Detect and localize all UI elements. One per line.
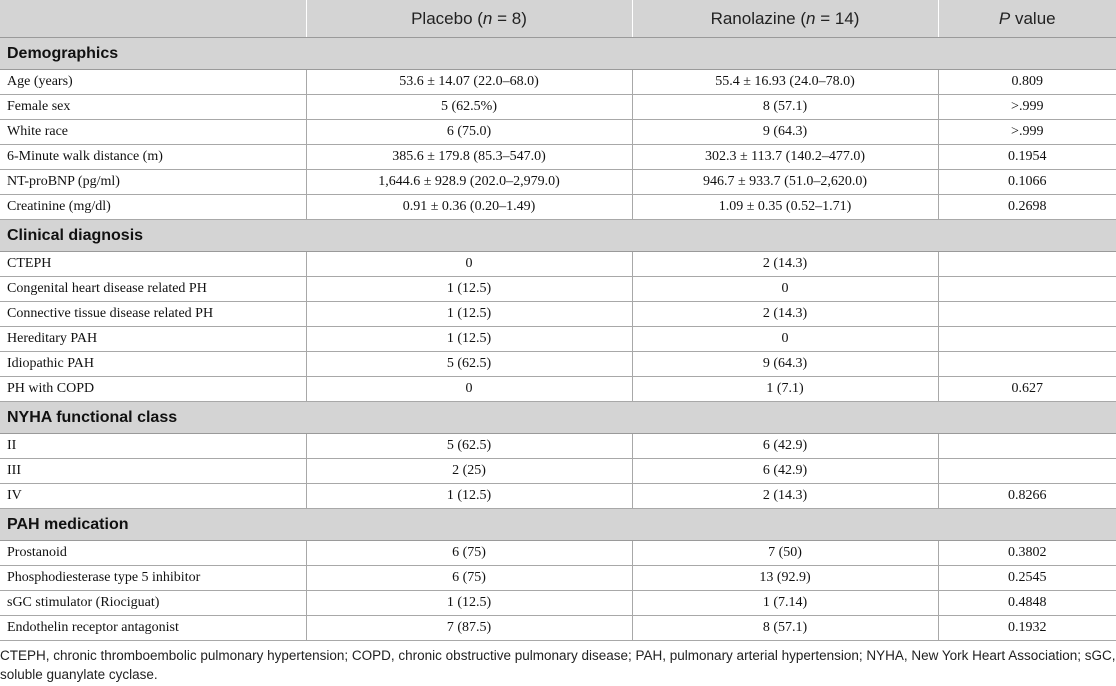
placebo-value-cell: 5 (62.5) (306, 352, 632, 377)
row-label-cell: II (0, 434, 306, 459)
placebo-value-cell: 1 (12.5) (306, 327, 632, 352)
p-value-cell (938, 302, 1116, 327)
header-variable (0, 0, 306, 38)
row-label-cell: PH with COPD (0, 377, 306, 402)
header-p-letter: P (998, 8, 1011, 28)
p-value-cell: 0.627 (938, 377, 1116, 402)
section-header-row (0, 509, 1116, 541)
placebo-value-cell: 2 (25) (306, 459, 632, 484)
header-ranolazine-n: n (806, 8, 816, 28)
table-footnote: CTEPH, chronic thromboembolic pulmonary hypertension; COPD, chronic obstructive pulmonary disease; PAH, pulmonary arterial hypertension; NYHA, New York Heart Association; sGC, soluble guanylate cyclase. (0, 648, 1116, 682)
p-value-cell: 0.1066 (938, 170, 1116, 195)
table-row (0, 120, 1116, 145)
row-label-cell: Prostanoid (0, 541, 306, 566)
section-header-row (0, 402, 1116, 434)
section-header-row (0, 220, 1116, 252)
table-body (0, 38, 1116, 641)
table-row (0, 377, 1116, 402)
p-value-cell: >.999 (938, 120, 1116, 145)
p-value-cell: 0.1932 (938, 616, 1116, 641)
p-value-cell: 0.2545 (938, 566, 1116, 591)
p-value-cell (938, 252, 1116, 277)
row-label-cell: III (0, 459, 306, 484)
placebo-value-cell: 5 (62.5) (306, 434, 632, 459)
section-title: PAH medication (0, 509, 1116, 541)
table-row (0, 95, 1116, 120)
placebo-value-cell: 0 (306, 252, 632, 277)
p-value-cell: 0.809 (938, 70, 1116, 95)
table-row (0, 459, 1116, 484)
table-row (0, 616, 1116, 641)
p-value-cell: >.999 (938, 95, 1116, 120)
p-value-cell: 0.2698 (938, 195, 1116, 220)
table-row (0, 252, 1116, 277)
p-value-cell: 0.1954 (938, 145, 1116, 170)
ranolazine-value-cell: 1.09 ± 0.35 (0.52–1.71) (632, 195, 938, 220)
section-title: Clinical diagnosis (0, 220, 1116, 252)
p-value-cell (938, 434, 1116, 459)
table-row (0, 145, 1116, 170)
row-label-cell: 6-Minute walk distance (m) (0, 145, 306, 170)
header-p-value (938, 0, 1116, 38)
p-value-cell: 0.8266 (938, 484, 1116, 509)
row-label-cell: Endothelin receptor antagonist (0, 616, 306, 641)
section-title: NYHA functional class (0, 402, 1116, 434)
ranolazine-value-cell: 0 (632, 277, 938, 302)
table-row (0, 541, 1116, 566)
row-label-cell: sGC stimulator (Riociguat) (0, 591, 306, 616)
ranolazine-value-cell: 1 (7.14) (632, 591, 938, 616)
ranolazine-value-cell: 2 (14.3) (632, 302, 938, 327)
table-row (0, 277, 1116, 302)
table-row (0, 352, 1116, 377)
ranolazine-value-cell: 9 (64.3) (632, 352, 938, 377)
row-label-cell: White race (0, 120, 306, 145)
section-header-row (0, 38, 1116, 70)
table-row (0, 327, 1116, 352)
row-label-cell: Phosphodiesterase type 5 inhibitor (0, 566, 306, 591)
placebo-value-cell: 0.91 ± 0.36 (0.20–1.49) (306, 195, 632, 220)
ranolazine-value-cell: 1 (7.1) (632, 377, 938, 402)
placebo-value-cell: 0 (306, 377, 632, 402)
header-placebo-pre: Placebo ( (411, 8, 483, 28)
ranolazine-value-cell: 8 (57.1) (632, 95, 938, 120)
p-value-cell (938, 277, 1116, 302)
table-row (0, 302, 1116, 327)
placebo-value-cell: 1 (12.5) (306, 302, 632, 327)
header-ranolazine-post: = 14) (815, 8, 860, 28)
table-row (0, 70, 1116, 95)
section-title: Demographics (0, 38, 1116, 70)
table-header-row (0, 0, 1116, 38)
placebo-value-cell: 5 (62.5%) (306, 95, 632, 120)
row-label-cell: Congenital heart disease related PH (0, 277, 306, 302)
header-p-post: value (1010, 8, 1056, 28)
table-row (0, 484, 1116, 509)
p-value-cell: 0.4848 (938, 591, 1116, 616)
ranolazine-value-cell: 9 (64.3) (632, 120, 938, 145)
placebo-value-cell: 1 (12.5) (306, 591, 632, 616)
ranolazine-value-cell: 13 (92.9) (632, 566, 938, 591)
placebo-value-cell: 53.6 ± 14.07 (22.0–68.0) (306, 70, 632, 95)
table-row (0, 434, 1116, 459)
placebo-value-cell: 385.6 ± 179.8 (85.3–547.0) (306, 145, 632, 170)
placebo-value-cell: 6 (75) (306, 541, 632, 566)
table-row (0, 170, 1116, 195)
header-ranolazine-pre: Ranolazine ( (710, 8, 807, 28)
ranolazine-value-cell: 946.7 ± 933.7 (51.0–2,620.0) (632, 170, 938, 195)
header-placebo-n: n (482, 8, 493, 28)
ranolazine-value-cell: 2 (14.3) (632, 252, 938, 277)
p-value-cell (938, 352, 1116, 377)
placebo-value-cell: 1 (12.5) (306, 484, 632, 509)
p-value-cell: 0.3802 (938, 541, 1116, 566)
row-label-cell: Age (years) (0, 70, 306, 95)
p-value-cell (938, 327, 1116, 352)
placebo-value-cell: 6 (75.0) (306, 120, 632, 145)
table-row (0, 566, 1116, 591)
placebo-value-cell: 7 (87.5) (306, 616, 632, 641)
ranolazine-value-cell: 302.3 ± 113.7 (140.2–477.0) (632, 145, 938, 170)
row-label-cell: Connective tissue disease related PH (0, 302, 306, 327)
row-label-cell: Idiopathic PAH (0, 352, 306, 377)
ranolazine-value-cell: 6 (42.9) (632, 459, 938, 484)
row-label-cell: Female sex (0, 95, 306, 120)
row-label-cell: IV (0, 484, 306, 509)
p-value-cell (938, 459, 1116, 484)
placebo-value-cell: 6 (75) (306, 566, 632, 591)
placebo-value-cell: 1,644.6 ± 928.9 (202.0–2,979.0) (306, 170, 632, 195)
table-row (0, 591, 1116, 616)
row-label-cell: CTEPH (0, 252, 306, 277)
ranolazine-value-cell: 2 (14.3) (632, 484, 938, 509)
header-placebo-post: = 8) (492, 8, 527, 28)
header-ranolazine (632, 0, 938, 38)
header-placebo (306, 0, 632, 38)
row-label-cell: NT-proBNP (pg/ml) (0, 170, 306, 195)
ranolazine-value-cell: 6 (42.9) (632, 434, 938, 459)
row-label-cell: Hereditary PAH (0, 327, 306, 352)
ranolazine-value-cell: 8 (57.1) (632, 616, 938, 641)
ranolazine-value-cell: 55.4 ± 16.93 (24.0–78.0) (632, 70, 938, 95)
row-label-cell: Creatinine (mg/dl) (0, 195, 306, 220)
placebo-value-cell: 1 (12.5) (306, 277, 632, 302)
ranolazine-value-cell: 7 (50) (632, 541, 938, 566)
ranolazine-value-cell: 0 (632, 327, 938, 352)
table-row (0, 195, 1116, 220)
